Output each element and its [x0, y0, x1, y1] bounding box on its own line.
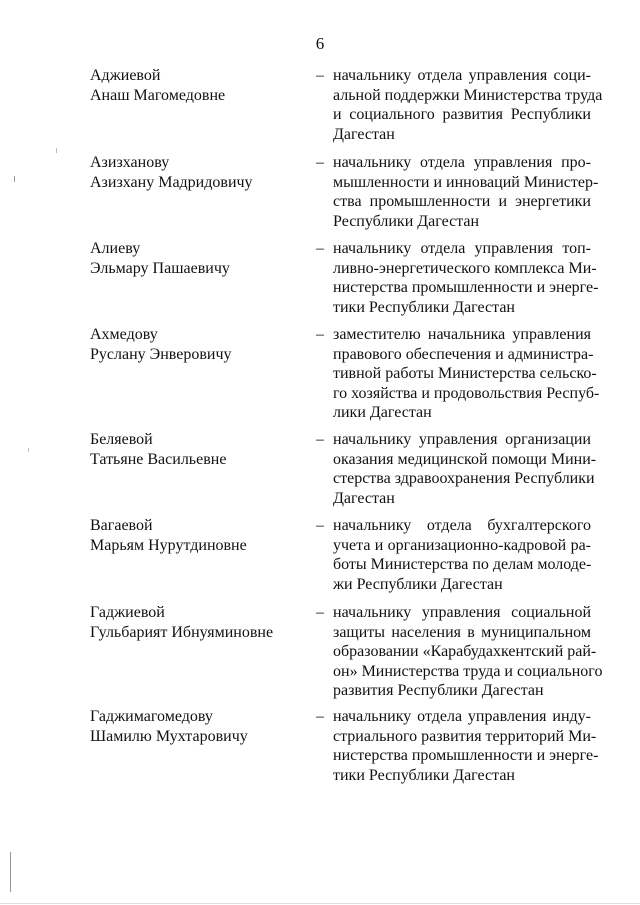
position-line: тики Республики Дагестан — [333, 298, 515, 316]
position-description — [333, 153, 599, 231]
scan-speck — [56, 148, 57, 153]
position-line: учета и организационно-кадровой ра- — [333, 536, 591, 554]
person-name — [90, 239, 300, 278]
given-name: Татьяне Васильевне — [90, 450, 227, 468]
dash: – — [316, 240, 324, 257]
position-description — [333, 325, 600, 423]
surname: Гаджиевой — [90, 604, 165, 621]
dash: – — [316, 326, 324, 343]
given-name: Анаш Магомедовне — [90, 86, 226, 104]
person-name — [90, 66, 300, 105]
position-line: развития Республики Дагестан — [333, 682, 544, 699]
surname: Беляевой — [90, 431, 153, 448]
position-line: стриального развития территорий Ми- — [333, 727, 597, 745]
position-line: заместителю начальника управления — [333, 326, 591, 343]
position-line: мышленности и инноваций Министер- — [333, 173, 599, 191]
position-line: начальнику отдела управления топ- — [333, 240, 591, 257]
position-description — [333, 603, 603, 701]
dash: – — [316, 67, 324, 84]
position-line: нистерства промышленности и энерге- — [333, 747, 599, 764]
given-name: Азизхану Мадридовичу — [90, 173, 253, 191]
position-line: ливно-энергетического комплекса Ми- — [333, 259, 597, 277]
scan-speck — [28, 448, 29, 452]
position-line: лики Дагестан — [333, 404, 432, 421]
position-line: стерства здравоохранения Республики — [333, 470, 595, 487]
position-line: нистерства промышленности и энерге- — [333, 279, 599, 296]
scan-speck — [14, 176, 15, 182]
position-description — [333, 239, 599, 317]
scan-edge-mark — [10, 852, 11, 892]
given-name: Шамилю Мухтаровичу — [90, 727, 248, 745]
position-description — [333, 430, 597, 508]
position-line: тивной работы Министерства сельско- — [333, 365, 597, 382]
position-line: го хозяйства и продовольствия Респуб- — [333, 384, 600, 402]
position-line: и социального развития Республики — [333, 106, 591, 123]
surname: Ахмедову — [90, 326, 158, 343]
person-name — [90, 325, 300, 364]
person-name — [90, 707, 300, 746]
position-line: начальнику отдела бухгалтерского — [333, 517, 591, 534]
position-line: Республики Дагестан — [333, 212, 480, 230]
surname: Вагаевой — [90, 517, 153, 534]
position-line: образовании «Карабудахкентский рай- — [333, 643, 597, 660]
scan-bottom-edge — [0, 903, 640, 904]
dash: – — [316, 708, 324, 725]
dash: – — [316, 431, 324, 448]
position-line: начальнику управления социальной — [333, 604, 591, 621]
position-line: Дагестан — [333, 125, 395, 143]
surname: Гаджимагомедову — [90, 708, 213, 725]
position-line: начальнику отдела управления про- — [333, 154, 591, 171]
given-name: Эльмару Пашаевичу — [90, 259, 230, 277]
position-description — [333, 707, 599, 785]
position-line: боты Министерства по делам молоде- — [333, 556, 592, 573]
position-line: оказания медицинской помощи Мини- — [333, 450, 597, 468]
page-number: 6 — [315, 34, 325, 53]
person-name — [90, 430, 300, 469]
position-description — [333, 66, 603, 144]
given-name: Руслану Энверовичу — [90, 345, 232, 363]
surname: Алиеву — [90, 240, 141, 257]
position-line: он» Министерства труда и социального — [333, 662, 603, 680]
position-line: альной поддержки Министерства труда — [333, 86, 603, 104]
given-name: Марьям Нурутдиновне — [90, 536, 247, 554]
given-name: Гульбарият Ибнуяминовне — [90, 623, 274, 641]
position-line: ства промышленности и энергетики — [333, 193, 591, 210]
position-description — [333, 516, 591, 594]
position-line: начальнику отдела управления инду- — [333, 708, 591, 725]
position-line: тики Республики Дагестан — [333, 766, 515, 784]
surname: Аджиевой — [90, 67, 161, 84]
position-line: начальнику управления организации — [333, 431, 591, 448]
dash: – — [316, 604, 324, 621]
position-line: правового обеспечения и администра- — [333, 345, 594, 363]
dash: – — [316, 154, 324, 171]
position-line: начальнику отдела управления соци- — [333, 67, 591, 84]
person-name — [90, 603, 300, 642]
surname: Азизханову — [90, 154, 170, 171]
person-name — [90, 516, 300, 555]
position-line: защиты населения в муниципальном — [333, 623, 591, 641]
position-line: Дагестан — [333, 489, 395, 507]
person-name — [90, 153, 300, 192]
dash: – — [316, 517, 324, 534]
position-line: жи Республики Дагестан — [333, 575, 503, 593]
